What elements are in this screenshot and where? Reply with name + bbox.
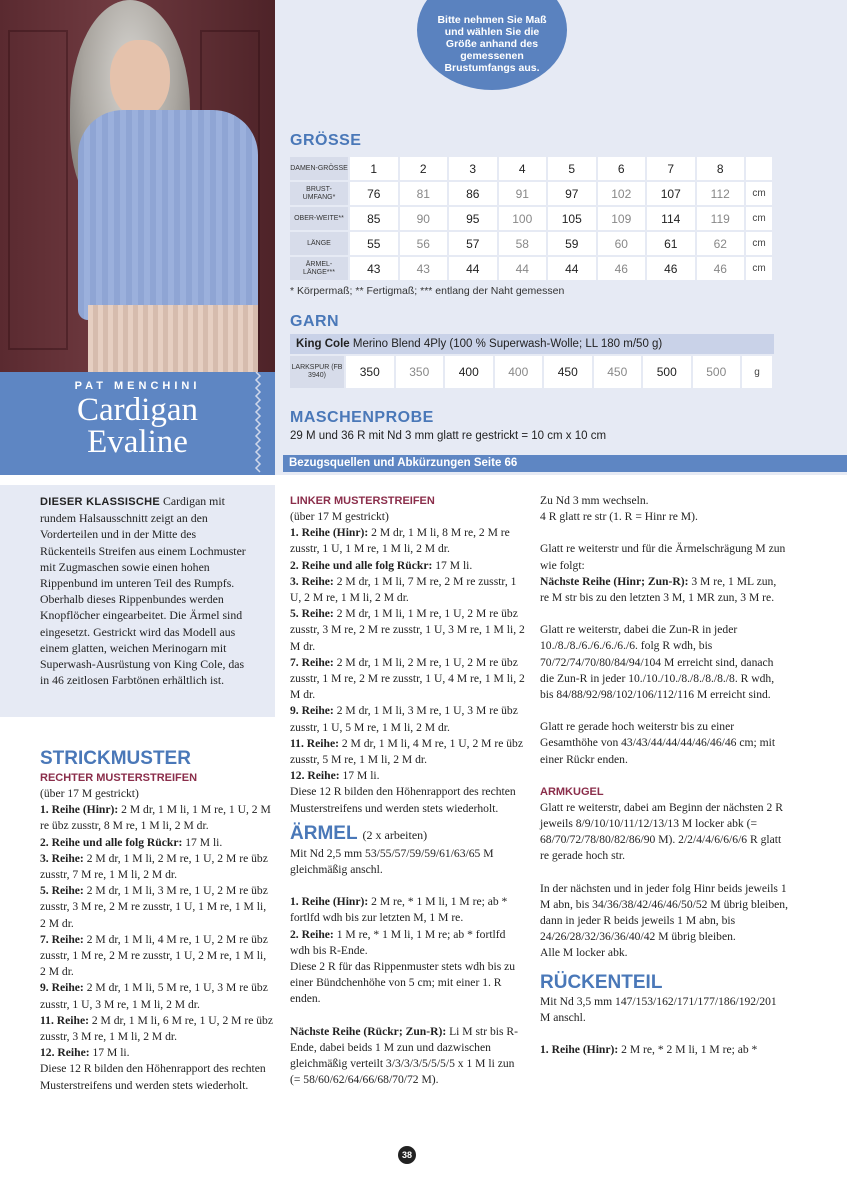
- row-text: Diese 2 R für das Rippenmuster stets wdh bis zu einer Bündchenhöhe von 5 cm; mit einer 1. R enden.: [290, 960, 516, 1006]
- title-line: Cardigan: [77, 392, 198, 428]
- sleeves-note: (2 x arbeiten): [362, 827, 428, 842]
- text-line: Zu Nd 3 mm wechseln.: [540, 494, 649, 507]
- zigzag-border: [250, 372, 280, 475]
- size-cell: 81: [400, 182, 450, 205]
- size-cell: 119: [697, 207, 747, 230]
- size-footnote: * Körpermaß; ** Fertigmaß; *** entlang der Naht gemessen: [290, 285, 565, 297]
- row-text: 2 M dr, 1 M li, 4 M re, 1 U, 2 M re übz zusstr, 1 M re, 2 M re zusstr, 1 U, 2 M re, 1 M li, 2 M dr.: [40, 932, 268, 979]
- row-text: 2 M dr, 1 M li, 5 M re, 1 U, 3 M re übz zusstr, 1 U, 3 M re, 1 M li, 2 M dr.: [40, 981, 268, 1011]
- instruction-row: [40, 932, 274, 981]
- instruction-row: [40, 1061, 274, 1093]
- instruction-row: [290, 703, 526, 735]
- size-cell: 56: [400, 232, 450, 255]
- supplier-bar: Bezugsquellen und Abkürzungen Seite 66: [283, 455, 847, 472]
- title-line: Evaline: [87, 424, 188, 460]
- size-unit: cm: [746, 182, 774, 205]
- size-cell: 86: [449, 182, 499, 205]
- row-text: 2 M dr, 1 M li, 7 M re, 2 M re zusstr, 1 U, 2 M re, 1 M li, 2 M dr.: [290, 574, 517, 605]
- row-text: 2 M dr, 1 M li, 3 M re, 1 U, 3 M re übz zusstr, 1 U, 5 M re, 1 M li, 2 M dr.: [290, 704, 518, 734]
- size-cell: 7: [647, 157, 697, 180]
- instruction-row: [290, 655, 526, 704]
- row-text: 2 M dr, 1 M li, 8 M re, 2 M re zusstr, 1 U, 1 M re, 1 M li, 2 M dr.: [290, 526, 510, 556]
- row-text: 2 M dr, 1 M li, 2 M re, 1 U, 2 M re übz zusstr, 7 M re, 1 M li, 2 M dr.: [40, 851, 268, 882]
- row-label: 1. Reihe (Hinr):: [290, 895, 369, 909]
- instruction-row: [40, 1013, 274, 1045]
- yarn-cell: 450: [594, 356, 644, 388]
- size-row: [290, 157, 774, 180]
- size-row-label: OBER-WEITE**: [290, 207, 350, 230]
- row-text: 3 M re, 1 ML zun, re M str bis zu den letzten 3 M, 1 MR zun, 3 M re.: [540, 574, 777, 605]
- size-cell: 1: [350, 157, 400, 180]
- text-paragraph: Mit Nd 3,5 mm 147/153/162/171/177/186/192/201 M anschl.: [540, 994, 777, 1024]
- instruction-row: [290, 927, 526, 959]
- row-text: 17 M li.: [89, 1046, 130, 1060]
- size-cell: 100: [499, 207, 549, 230]
- row-text: 1 M re, * 1 M li, 1 M re; ab * fortlfd wdh bis R-Ende.: [290, 927, 506, 957]
- row-label: 3. Reihe:: [40, 851, 84, 865]
- wall-panel: [8, 30, 68, 350]
- row-label: 5. Reihe:: [40, 884, 84, 898]
- size-cell: 107: [647, 182, 697, 205]
- row-text: 2 M dr, 1 M li, 4 M re, 1 U, 2 M re übz zusstr, 5 M re, 1 M li, 2 M dr.: [290, 736, 524, 767]
- size-cell: 46: [598, 257, 648, 280]
- measure-note-bubble: Bitte nehmen Sie Maß und wählen Sie die Größe anhand des gemessenen Brustumfangs aus.: [417, 0, 567, 90]
- size-cell: 59: [548, 232, 598, 255]
- size-cell: 97: [548, 182, 598, 205]
- instruction-row: [290, 768, 526, 784]
- row-label: 7. Reihe:: [290, 655, 334, 669]
- instruction-row: [290, 509, 526, 525]
- instruction-row: [290, 959, 526, 1008]
- left-stripe-heading: LINKER MUSTERSTREIFEN: [290, 495, 435, 507]
- row-text: 2 M dr, 1 M li, 6 M re, 1 U, 2 M re übz zusstr, 3 M re, 1 M li, 2 M dr.: [40, 1013, 274, 1044]
- size-cell: 5: [548, 157, 598, 180]
- yarn-brand: King Cole: [296, 338, 350, 350]
- size-row-label: LÄNGE: [290, 232, 350, 255]
- size-cell: 44: [548, 257, 598, 280]
- text-line: 4 R glatt re str (1. R = Hinr re M).: [540, 510, 698, 524]
- size-cell: 62: [697, 232, 747, 255]
- size-cell: 90: [400, 207, 450, 230]
- text-paragraph: [540, 574, 788, 606]
- size-row: [290, 257, 774, 280]
- cardigan-garment: [78, 110, 258, 320]
- row-text: 2 M dr, 1 M li, 1 M re, 1 U, 2 M re übz zusstr, 3 M re, 2 M re zusstr, 1 U, 3 M re, 1 M li, 2 M dr.: [290, 607, 525, 653]
- column-2: [290, 493, 526, 1089]
- row-text: 2 M dr, 1 M li, 2 M re, 1 U, 2 M re übz zusstr, 1 M re, 2 M re zusstr, 1 U, 4 M re, 1 M li, 2 M dr.: [290, 655, 525, 702]
- size-cell: 4: [499, 157, 549, 180]
- size-cell: 61: [647, 232, 697, 255]
- size-row-label: ÄRMEL-LÄNGE***: [290, 257, 350, 280]
- intro-text: Cardigan mit rundem Halsausschnitt zeigt an den Vorderteilen und in der Mitte des Rückenteils Streifen aus einem Lochmuster mit Zugmaschen sowie einen hohen Rippenbund im unteren Teil des Rumpfs. Oberhalb dieses Rippenbundes werden Knopflöcher eingearbeitet. Die Ärmel sind eingesetzt. Gestrickt wird das Modell aus einem glatten, weichen Merinogarn mit Superwash-Ausrüstung von King Cole, das in 46 zeitlosen Farbtönen erhältlich ist.: [40, 494, 246, 688]
- right-stripe-heading: RECHTER MUSTERSTREIFEN: [40, 772, 198, 784]
- row-label: 12. Reihe:: [40, 1046, 90, 1060]
- sleeves-title: ÄRMEL: [290, 822, 358, 844]
- model-photo: [0, 0, 275, 372]
- row-label: 7. Reihe:: [40, 932, 84, 946]
- size-row: [290, 232, 774, 255]
- yarn-description: [290, 334, 774, 354]
- yarn-cell: 500: [643, 356, 693, 388]
- yarn-cell: 400: [445, 356, 495, 388]
- size-cell: 55: [350, 232, 400, 255]
- row-text: 17 M li.: [432, 558, 473, 572]
- row-text: 2 M re, * 2 M li, 1 M re; ab *: [618, 1043, 758, 1057]
- text-paragraph: Glatt re weiterstr und für die Ärmelschrägung M zun wie folgt:: [540, 542, 786, 572]
- size-cell: 114: [647, 207, 697, 230]
- size-cell: 85: [350, 207, 400, 230]
- instruction-row: [40, 980, 274, 1012]
- instruction-row: [290, 558, 526, 574]
- text-paragraph: Alle M locker abk.: [540, 946, 628, 960]
- sleeves-heading: [290, 823, 526, 846]
- pattern-title: [0, 394, 275, 458]
- yarn-heading: GARN: [290, 313, 340, 330]
- size-cell: 91: [499, 182, 549, 205]
- row-label: 2. Reihe und alle folg Rückr:: [40, 835, 183, 849]
- size-cell: 58: [499, 232, 549, 255]
- row-label: 11. Reihe:: [40, 1013, 89, 1027]
- size-cell: 76: [350, 182, 400, 205]
- size-row: [290, 182, 774, 205]
- column-3: [540, 493, 788, 1058]
- row-label: 1. Reihe (Hinr):: [540, 1043, 619, 1057]
- yarn-cell: 450: [544, 356, 594, 388]
- instruction-row: [40, 786, 274, 802]
- row-label: 12. Reihe:: [290, 769, 340, 783]
- size-cell: 102: [598, 182, 648, 205]
- row-label: 1. Reihe (Hinr):: [40, 803, 119, 817]
- size-cell: 2: [400, 157, 450, 180]
- size-cell: 44: [449, 257, 499, 280]
- row-text: (über 17 M gestrickt): [40, 787, 139, 800]
- size-cell: 43: [400, 257, 450, 280]
- text-paragraph: Glatt re gerade hoch weiterstr bis zu einer Gesamthöhe von 43/43/44/44/44/46/46/46 cm; mit einer Rückr enden.: [540, 720, 776, 766]
- row-label: Nächste Reihe (Hinr; Zun-R):: [540, 574, 689, 588]
- instruction-row: [40, 851, 274, 883]
- size-unit: cm: [746, 257, 774, 280]
- intro-box: [0, 485, 275, 717]
- row-text: Li M str bis R-Ende, dabei beids 1 M zun und dazwischen gleichmäßig verteilt 3/3/3/3/5/5/5/5 x 1 M li zun (= 58/60/62/64/66/68/70/72 M).: [290, 1024, 519, 1087]
- row-label: 1. Reihe (Hinr):: [290, 526, 369, 540]
- yarn-unit: g: [742, 356, 774, 388]
- row-text: (über 17 M gestrickt): [290, 510, 389, 523]
- row-label: 9. Reihe:: [40, 981, 84, 995]
- row-text: 17 M li.: [182, 835, 223, 849]
- intro-lead: DIESER KLASSISCHE: [40, 496, 161, 508]
- gauge-heading: MASCHENPROBE: [290, 409, 434, 426]
- size-unit: [746, 157, 774, 180]
- instruction-row: [40, 883, 274, 932]
- row-label: 11. Reihe:: [290, 736, 339, 750]
- instruction-row: [290, 894, 526, 926]
- instruction-row: [40, 802, 274, 834]
- yarn-cell: 350: [396, 356, 446, 388]
- size-cell: 43: [350, 257, 400, 280]
- size-row-label: DAMEN-GRÖSSE: [290, 157, 350, 180]
- row-label: 2. Reihe und alle folg Rückr:: [290, 558, 433, 572]
- page-number: 38: [398, 1146, 416, 1164]
- text-paragraph: In der nächsten und in jeder folg Hinr beids jeweils 1 M abn, bis 34/36/38/42/46/46/50/52 M übrig bleiben, dann in jeder R beids jeweils 1 M abn, bis 24/26/28/32/36/36/40/42 M übrig bleiben.: [540, 881, 788, 944]
- size-row-label: BRUST-UMFANG*: [290, 182, 350, 205]
- row-text: 2 M dr, 1 M li, 3 M re, 1 U, 2 M re übz zusstr, 3 M re, 2 M re zusstr, 1 U, 1 M re, 1 M li, 2 M dr.: [40, 884, 268, 930]
- instruction-row: [290, 606, 526, 655]
- size-cell: 8: [697, 157, 747, 180]
- row-label: Nächste Reihe (Rückr; Zun-R):: [290, 1024, 447, 1038]
- gauge-text: 29 M und 36 R mit Nd 3 mm glatt re gestrickt = 10 cm x 10 cm: [290, 430, 607, 442]
- yarn-table: [290, 356, 774, 388]
- row-text: Diese 12 R bilden den Höhenrapport des rechten Musterstreifens und werden stets wiederholt.: [290, 785, 516, 815]
- size-unit: cm: [746, 207, 774, 230]
- instruction-row: [290, 574, 526, 606]
- size-cell: 46: [697, 257, 747, 280]
- row-text: 2 M re, * 1 M li, 1 M re; ab * fortlfd wdh bis zur letzten M, 1 M re.: [290, 895, 508, 925]
- row-text: Mit Nd 2,5 mm 53/55/57/59/59/61/63/65 M gleichmäßig anschl.: [290, 846, 494, 877]
- instruction-row: [40, 1045, 274, 1061]
- instruction-row: [290, 846, 526, 878]
- row-text: Diese 12 R bilden den Höhenrapport des rechten Musterstreifens und werden stets wiederholt.: [40, 1062, 266, 1092]
- size-cell: 6: [598, 157, 648, 180]
- size-cell: 112: [697, 182, 747, 205]
- size-table: [290, 155, 774, 282]
- pleated-skirt: [88, 305, 258, 372]
- armkugel-heading: ARMKUGEL: [540, 785, 604, 798]
- size-cell: 44: [499, 257, 549, 280]
- row-text: 17 M li.: [339, 769, 380, 783]
- row-label: 5. Reihe:: [290, 607, 334, 621]
- yarn-color-label: LARKSPUR (FB 3940): [290, 356, 346, 388]
- yarn-details: Merino Blend 4Ply (100 % Superwash-Wolle; LL 180 m/50 g): [352, 338, 663, 350]
- row-label: 2. Reihe:: [290, 927, 334, 941]
- row-label: 3. Reihe:: [290, 574, 334, 588]
- back-heading: RÜCKENTEIL: [540, 971, 663, 993]
- title-block: [0, 372, 275, 475]
- size-unit: cm: [746, 232, 774, 255]
- text-paragraph: Glatt re weiterstr, dabei die Zun-R in jeder 10./8./8./6./6./6./6./6. folg R wdh, bis 70/72/74/70/80/84/94/104 M erreicht sind, danach die Zun-R in jeder 10./10./10./8./8./8./8./8. R wdh, bis 84/88/92/98/102/106/112/116 M erreicht sind.: [540, 623, 775, 702]
- size-cell: 60: [598, 232, 648, 255]
- size-cell: 109: [598, 207, 648, 230]
- row-text: 2 M dr, 1 M li, 1 M re, 1 U, 2 M re übz zusstr, 8 M re, 1 M li, 2 M dr.: [40, 803, 271, 833]
- text-paragraph: [540, 1042, 788, 1058]
- yarn-cell: 350: [346, 356, 396, 388]
- size-cell: 57: [449, 232, 499, 255]
- size-cell: 95: [449, 207, 499, 230]
- instruction-row: [290, 736, 526, 768]
- size-cell: 105: [548, 207, 598, 230]
- yarn-cell: 400: [495, 356, 545, 388]
- column-1: [40, 748, 274, 1094]
- instruction-row: [290, 1024, 526, 1089]
- instruction-row: [290, 525, 526, 557]
- size-row: [290, 207, 774, 230]
- designer-name: PAT MENCHINI: [74, 380, 201, 392]
- instruction-row: [40, 835, 274, 851]
- row-label: 9. Reihe:: [290, 704, 334, 718]
- instruction-row: [290, 784, 526, 816]
- size-cell: 46: [647, 257, 697, 280]
- text-paragraph: Glatt re weiterstr, dabei am Beginn der nächsten 2 R jeweils 8/9/10/10/11/12/13/13 M locker abk (= 68/70/72/78/80/82/86/90 M). 2/2/4/4/6/6/6/6 R glatt re gerade hoch str.: [540, 800, 783, 863]
- size-cell: 3: [449, 157, 499, 180]
- model-face: [110, 40, 170, 118]
- yarn-cell: 500: [693, 356, 743, 388]
- size-heading: GRÖSSE: [290, 132, 362, 149]
- strickmuster-heading: STRICKMUSTER: [40, 748, 191, 769]
